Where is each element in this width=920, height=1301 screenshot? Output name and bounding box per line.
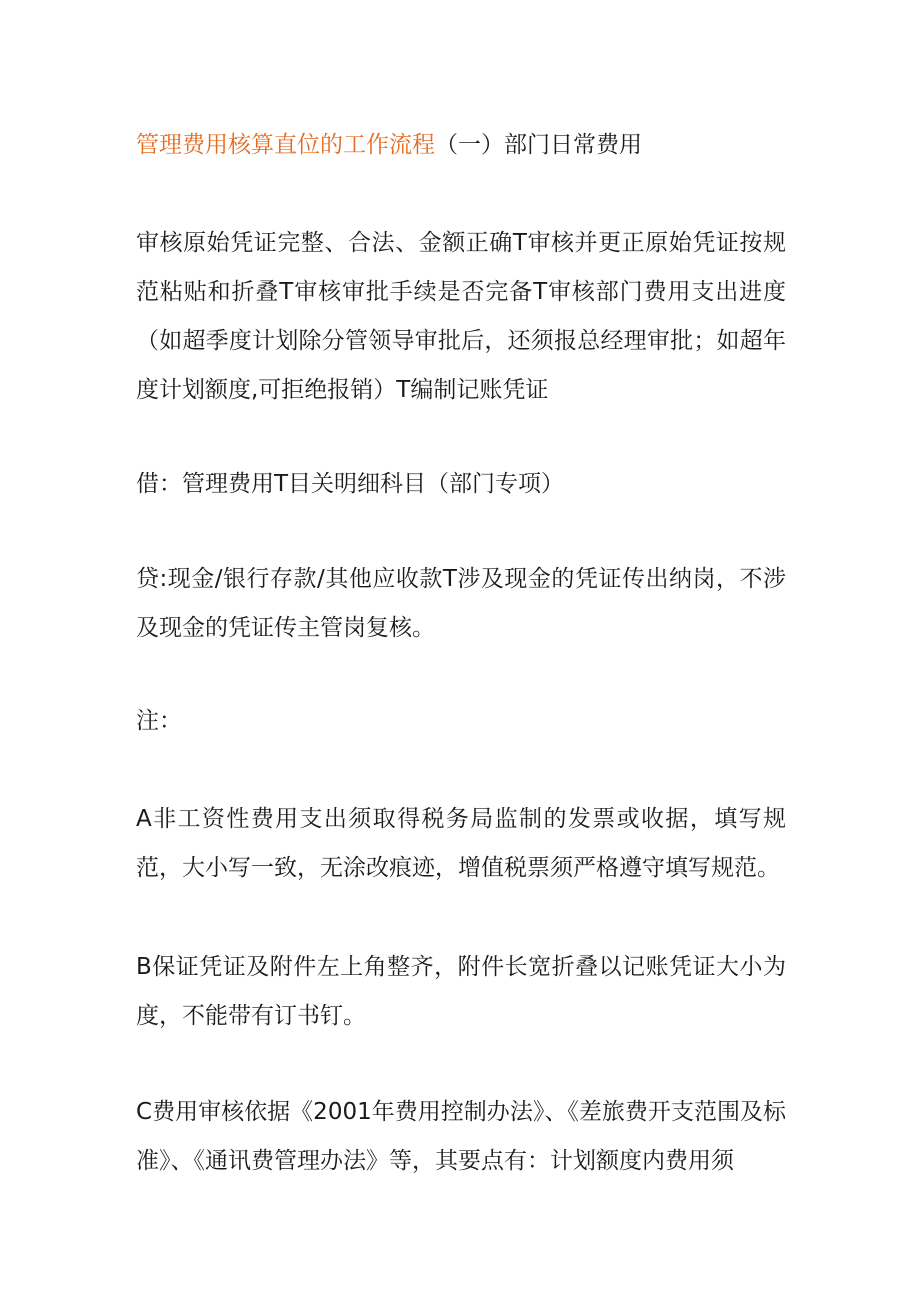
paragraph-review-process: 审核原始凭证完整、合法、金额正确T审核并更正原始凭证按规范粘贴和折叠T审核审批手续是否完备T审核部门费用支出进度（如超季度计划除分管领导审批后，还须报总经理审批；如超年度计划额度,可拒绝报销）T编制记账凭证 — [136, 230, 786, 403]
heading-subtitle-text: （一）部门日常费用 — [435, 132, 642, 158]
paragraph-note-b: B保证凭证及附件左上角整齐，附件长宽折叠以记账凭证大小为度，不能带有订书钉。 — [136, 954, 786, 1029]
section-heading — [136, 127, 816, 163]
paragraph-note-label: 注： — [136, 708, 182, 734]
paragraph-note-c: C费用审核依据《2001年费用控制办法》、《差旅费开支范围及标准》、《通讯费管理办法》等，其要点有：计划额度内费用须 — [136, 1099, 786, 1174]
paragraph-credit-entry: 贷:现金/银行存款/其他应收款T涉及现金的凭证传出纳岗，不涉及现金的凭证传主管岗复核。 — [136, 566, 786, 641]
paragraph-note-a: A非工资性费用支出须取得税务局监制的发票或收据，填写规范，大小写一致，无涂改痕迹，增值税票须严格遵守填写规范。 — [136, 806, 786, 881]
heading-accent-text: 管理费用核算直位的工作流程 — [136, 132, 435, 158]
paragraph-debit-entry: 借：管理费用T目关明细科目（部门专项） — [136, 471, 565, 497]
